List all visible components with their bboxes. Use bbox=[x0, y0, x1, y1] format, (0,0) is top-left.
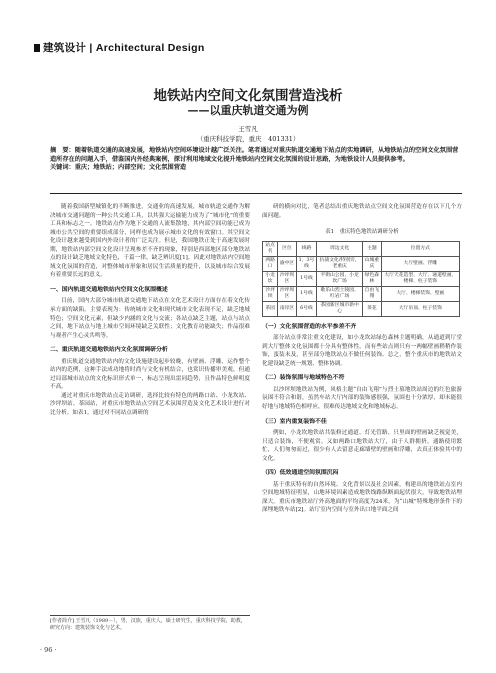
table-cell: 茶园新区城市新中心 bbox=[317, 301, 363, 316]
table-cell: 南岸区 bbox=[278, 301, 297, 316]
table-cell: 大厅吊顶、柱子装饰 bbox=[381, 301, 459, 316]
table-row bbox=[263, 286, 460, 301]
intro-paragraph: 随着我国新型城镇化的不断推进，交通业的高速发展，城市轨道交通作为解决城市交通问题的一种公共交通工具，以其强大运输能力成为了“城市化”的重要工具和标志之一。地铁站点作为地下交通的人流集散地，其内部空间功能已成为城市公共空间的重要组成部分，同样也成为展示城市文化的有效窗口。其空间文化设计越来越受到国内外设计者的广泛关注。但是，我国地铁正处于高速发展时期，地铁站内部空间文化设计呈现参差不齐的现象，特别是西部地区部分地铁站点的设计缺乏地域文化特色，千篇一律，缺乏辨识度[1]。因此对地铁站内空间地域文化氛围的营造，对整体城市形象和居民生活质量的提升，以及城市综合发展有着重要长远的意义。 bbox=[50, 204, 250, 279]
subsection-1-heading: （一）文化氛围营造的水平参差不齐 bbox=[262, 323, 357, 330]
abstract-text: 摘 要：随着轨道交通的高速发展，地铁站内空间环境设计越广泛关注。笔者通过对重庆轨道交通地下站点的实地调研，从地铁站点的空间文化氛围营造所存在的问题入手，借鉴国内外经典案例，探讨利用地域文化提升地铁站内空间文化氛围的设计思路，为地铁设计人员提供参考。 bbox=[50, 147, 459, 163]
table-cell: 大厅天花造型、大厅、通道壁画、楼梯、柱子装饰 bbox=[381, 271, 459, 286]
section-2-paragraph-1: 重庆轨道交通地铁站内的文化设施建设起步较晚，有壁画、浮雕、运作整个站内的范例，这种手法成功地将时尚与文化有机结合，也赏识传播审美观，但通过局部城市站点的文化标识形式单一，标志呈现出雷同趋势，且作品特色鲜明度不高。 bbox=[50, 358, 250, 391]
table-header-cell: 区位 bbox=[278, 241, 297, 256]
section-2-paragraph-2: 通过对重庆市地铁站点走访调研，选择比较有特色的两路口站、小龙坎站、沙坪坝站、茶园站，对重庆市地铁站点空间艺术氛围营造及文化艺术设计进行对比分析。如表1。通过对不同站点调研的 bbox=[50, 392, 250, 417]
subsection-3-heading: （三）室内重复装饰不佳 bbox=[262, 418, 327, 425]
table-cell: 1号线 bbox=[296, 271, 316, 286]
table-cell: 茶园 bbox=[263, 301, 278, 316]
table-header-cell: 站点名 bbox=[263, 241, 278, 256]
table-header-cell: 周边文化 bbox=[317, 241, 363, 256]
abstract-block bbox=[50, 147, 462, 173]
table-cell: 茶花 bbox=[363, 301, 382, 316]
paper-title: 地铁站内空间文化氛围营造浅析 bbox=[153, 88, 343, 104]
paper-subtitle: ——以重庆轨道交通为例 bbox=[187, 104, 309, 117]
survey-table bbox=[262, 241, 460, 317]
header-text: 建筑设计 | Architectural Design bbox=[43, 42, 205, 54]
table-row bbox=[263, 256, 460, 271]
page-number: · 96 · bbox=[40, 646, 57, 654]
table-cell: 大厅壁画、浮雕 bbox=[381, 256, 459, 271]
table-header-cell: 主题 bbox=[363, 241, 382, 256]
table-header-row bbox=[263, 241, 460, 256]
table-cell: 两路口 bbox=[263, 256, 278, 271]
footnote-divider bbox=[50, 615, 250, 616]
right-intro-paragraph: 研的横向对比，笔者总结出重庆地铁站点空间文化氛围营造存在以下几个方面问题。 bbox=[262, 204, 462, 219]
author-footnote: [作者简介] 王雪凡（1989－），男，汉族，重庆人，硕士研究生，重庆科技学院，助教，研究方向：建筑装饰文化与艺术。 bbox=[50, 618, 246, 631]
table-row bbox=[263, 271, 460, 286]
table-cell: 沙坪坝 bbox=[263, 286, 278, 301]
subsection-4-paragraph: 基于重庆特有的自然环境、文化背景以及社会因素，构建出的地铁站点室内空间地域特征明显，山地环境因素造成地铁线路纵断面起伏很大，导致地铁站埋深大。重庆市地铁站厅外高地面的平均高度为24米。为“山城”特殊地形条件下的深埋地铁车站[2]。站厅室内空间与室外出口地平面之间 bbox=[262, 481, 462, 514]
table-cell: 1、3号线 bbox=[296, 256, 316, 271]
left-column bbox=[50, 203, 250, 418]
affiliation: （重庆科技学院，重庆 401331） bbox=[196, 135, 300, 143]
table-cell: 抗战文化/特别旁，老重庆 bbox=[317, 256, 363, 271]
right-column bbox=[262, 203, 462, 515]
section-2-heading: 二、重庆轨道交通地铁站内文化氛围调研分析 bbox=[50, 347, 168, 354]
table-header-cell: 位置方式 bbox=[381, 241, 459, 256]
table-cell: 绿色森林 bbox=[363, 271, 382, 286]
subsection-3-paragraph: 例如，小龙坎地铁站共装修过通道、灯光管路、只里面的壁画缺乏视觉美，只适合装饰，不便观赏。又如两路口地铁站大厅，由于人群拥挤，通路使用繁忙，人们匆匆而过，很少有人去留意走廊墙壁的壁画和浮雕，去真正体验其中的文化。 bbox=[262, 430, 462, 462]
table-cell: 平街山公园，小龙坎广场 bbox=[317, 271, 363, 286]
table-row bbox=[263, 301, 460, 316]
subsection-4-heading: （四）低效通道空间氛围沉闷 bbox=[262, 470, 339, 477]
section-1-heading: 一、国内轨道交通地铁站内空间文化氛围概述 bbox=[50, 286, 168, 293]
table-cell: 沙坪坝区 bbox=[278, 286, 297, 301]
table-cell: 沙坪坝区 bbox=[278, 271, 297, 286]
subsection-2-paragraph: 以沙坪坝地铁站为例，风格主题“自由飞翔”与烈士墓地铁站周边的红色旅游氛围不符合和谐，虽然车站大厅内部的装饰感很强，氛围也十分浓厚，却未能很好地与地域特色相呼应，很难传达地域文化和地域标志。 bbox=[262, 386, 462, 411]
table-cell: 渝中区 bbox=[278, 256, 297, 271]
author: 王雪凡 bbox=[238, 125, 258, 133]
subsection-1-paragraph: 部分站点非常注重文化建设，如小龙坎站绿色森林主题明确，从通道到厅堂到大厅整体文化氛围都十分具有整体性。而有些站点则只有一两幅壁画稍稍作装饰，蛮装未及，甚至部分地铁站点不做任何装饰。总之，整个重庆市的地铁站文化建设缺乏统一规划、整体协调。 bbox=[262, 335, 462, 367]
abstract-divider bbox=[50, 193, 462, 194]
keywords: 关键词：重庆；地铁站；内部空间；文化氛围营造 bbox=[50, 164, 187, 172]
subsection-2-heading: （二）装饰氛围与地域特色不符 bbox=[262, 375, 345, 382]
section-1-paragraph: 目前，国内大部分城市轨道交通地下站点在文化艺术设计方面存在着文化传承方面的缺陷。主要表现为：传统城市文化和现代城市文化表现不足，缺乏地域特色；空间文化元素，但缺少内涵的文化与交流；各站点缺乏主题，站点与站点之间，地下站点与地上城市空间环境缺乏关联性；文化教育功能缺失；作品很难与观者产生心灵共鸣等。 bbox=[50, 298, 250, 339]
table-caption: 表1 重庆特色地铁站调研分析 bbox=[325, 229, 399, 236]
header-square-icon bbox=[34, 44, 40, 52]
table-cell: 自由飞翔 bbox=[363, 286, 382, 301]
table-cell: 小龙坎 bbox=[263, 271, 278, 286]
journal-header bbox=[34, 40, 205, 55]
table-header-cell: 线路 bbox=[296, 241, 316, 256]
table-cell: 大厅、楼梯装饰、壁画 bbox=[381, 286, 459, 301]
table-cell: 6号线 bbox=[296, 301, 316, 316]
table-cell: 1号线 bbox=[296, 286, 316, 301]
table-cell: 歌乐山烈士陵园、红岩广场 bbox=[317, 286, 363, 301]
table-cell: 山城重庆 bbox=[363, 256, 382, 271]
